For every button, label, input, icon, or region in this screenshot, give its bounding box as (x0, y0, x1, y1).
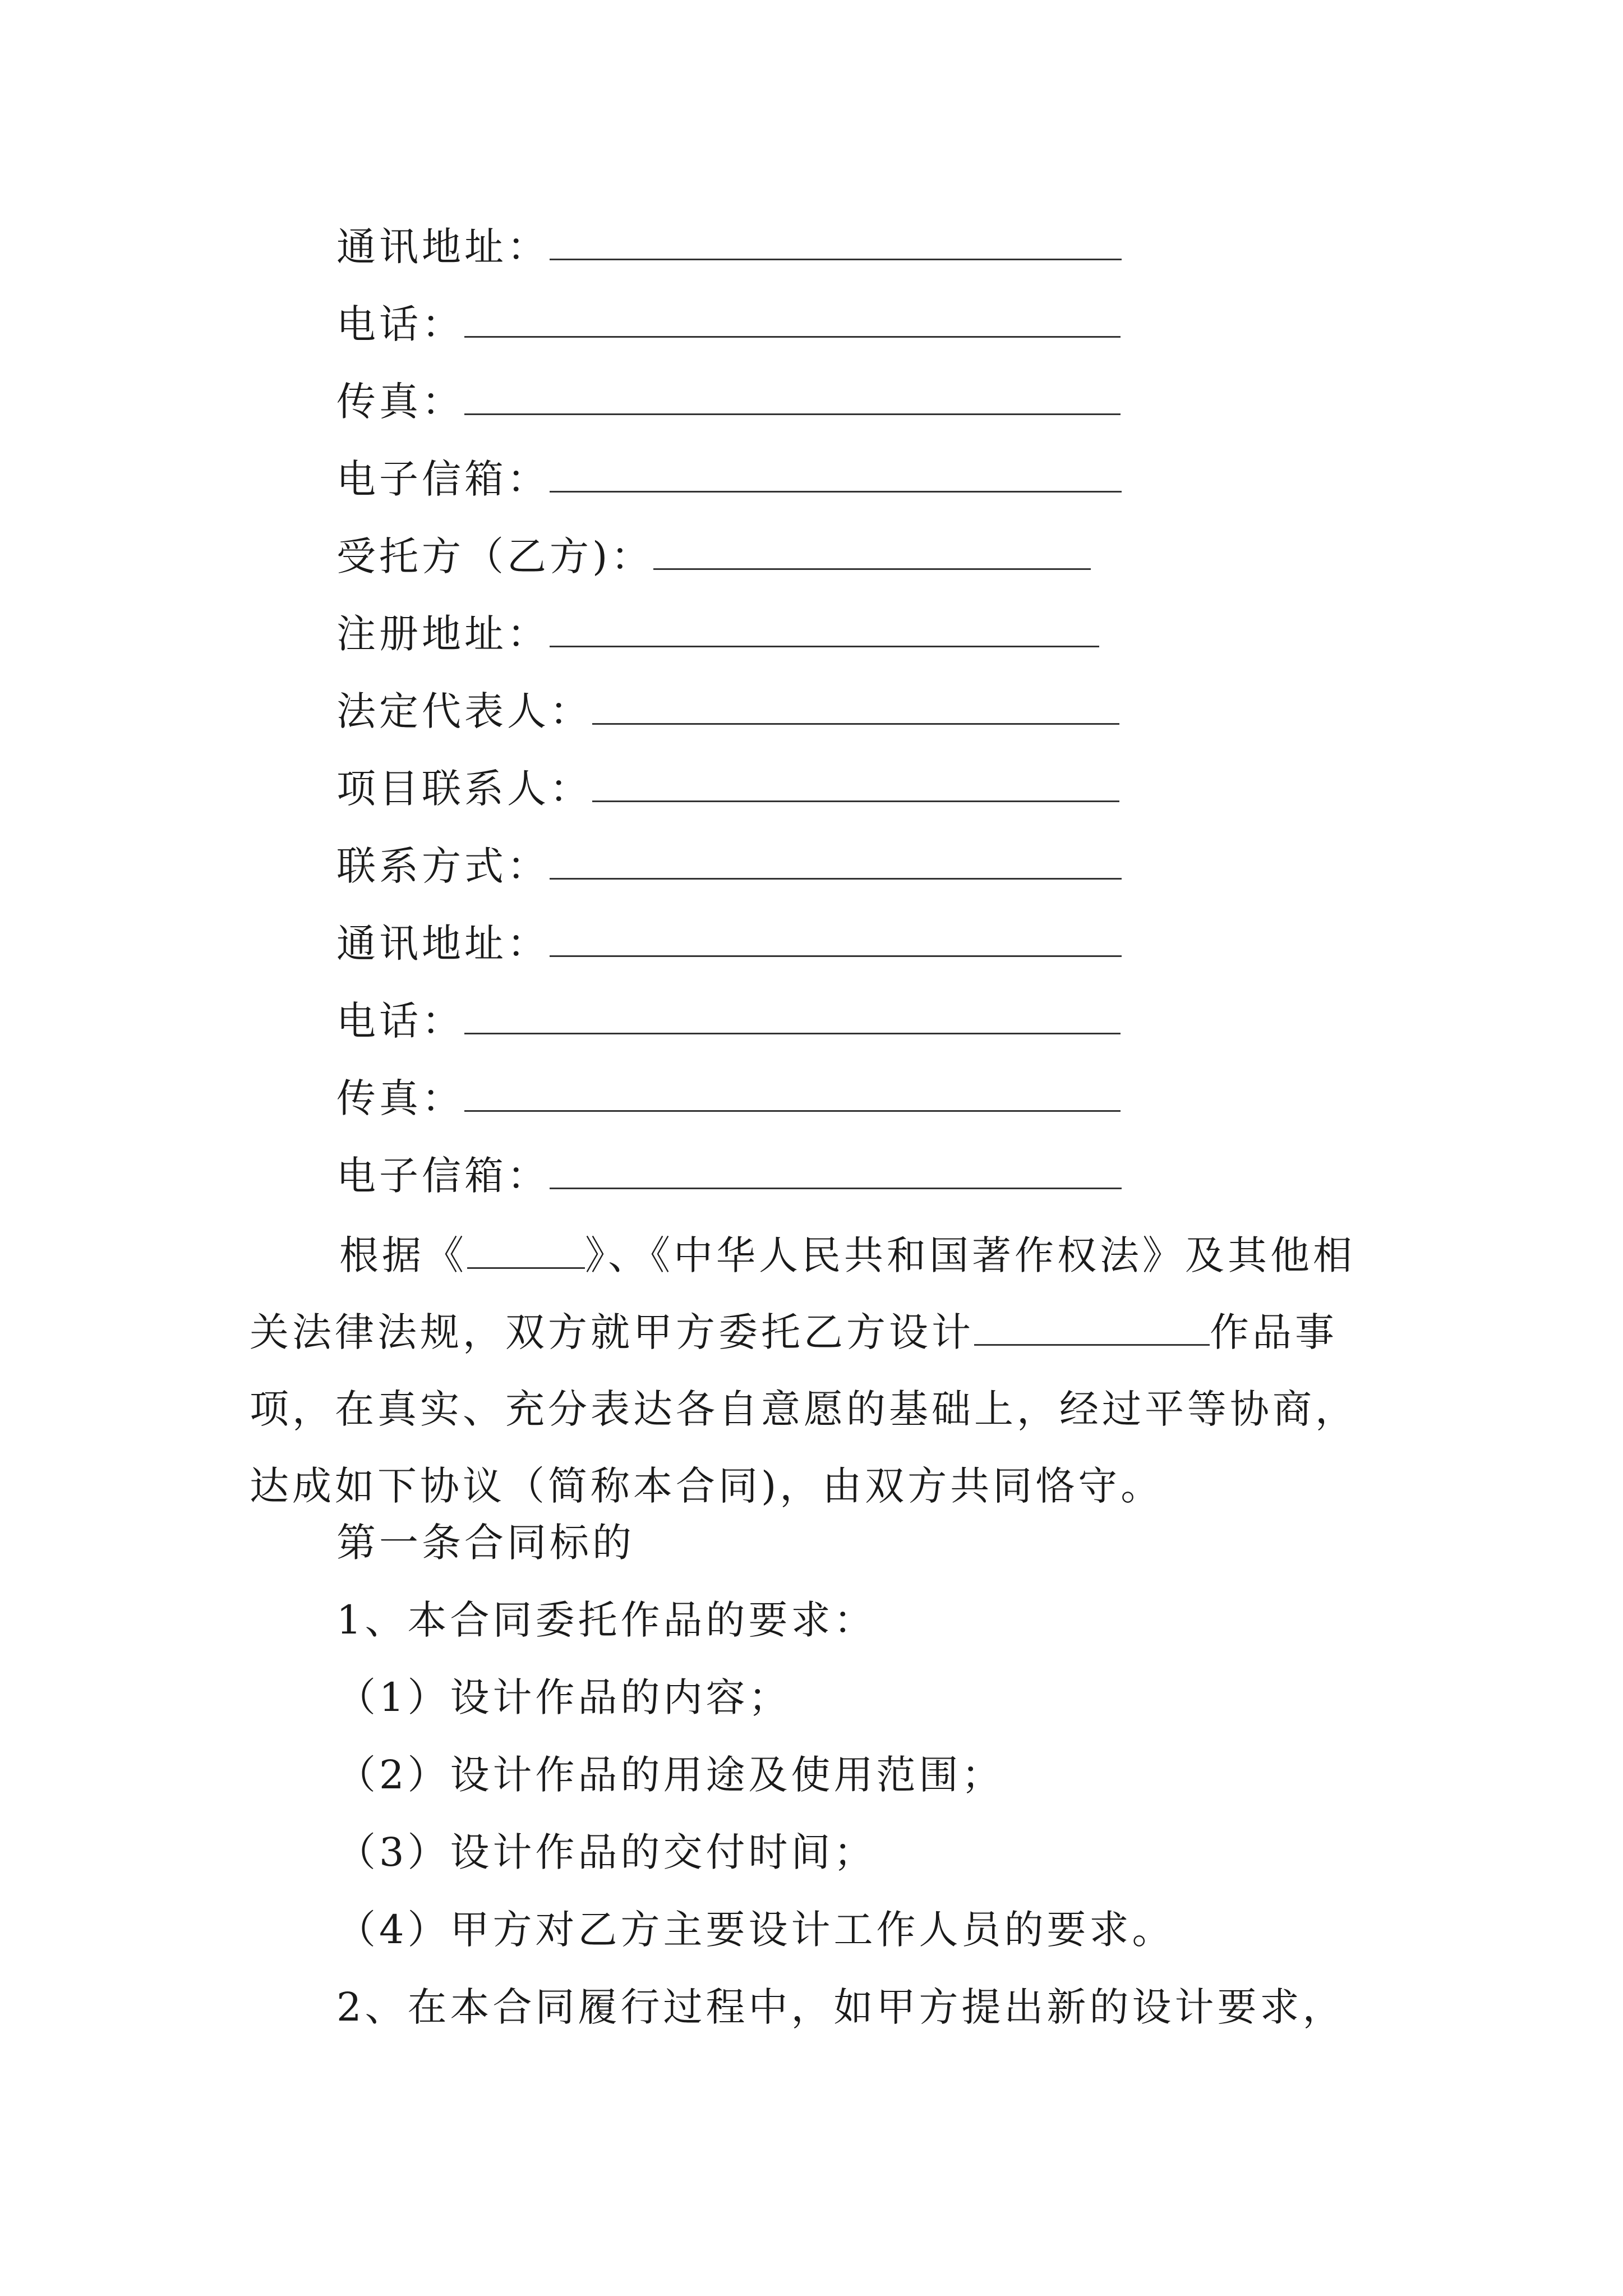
field-label: 电子信箱： (336, 1153, 550, 1199)
article-1-sub-1: （1）设计作品的内容； (336, 1674, 791, 1720)
field-label: 受托方（乙方)： (336, 533, 654, 579)
field-label: 法定代表人： (336, 688, 592, 734)
field-blank[interactable] (592, 767, 1119, 802)
preamble-part2: 》、《中华人民共和国著作权法》及其他相关法律法规，双方就甲方委托乙方设计 (250, 1232, 1355, 1355)
field-legal-representative (336, 684, 1119, 738)
field-email-2 (336, 1149, 1122, 1203)
field-label: 传真： (336, 379, 464, 425)
field-label: 通讯地址： (336, 224, 550, 270)
field-label: 电话： (336, 998, 464, 1044)
field-registered-address (336, 607, 1099, 661)
field-blank[interactable] (550, 1154, 1122, 1189)
field-label: 项目联系人： (336, 766, 592, 812)
article-1-sub-4: （4）甲方对乙方主要设计工作人员的要求。 (336, 1907, 1175, 1953)
field-blank[interactable] (464, 999, 1121, 1034)
article-1-sub-3: （3）设计作品的交付时间； (336, 1829, 877, 1875)
field-blank[interactable] (550, 225, 1122, 260)
preamble-part3: 作品事项，在真实、充分表达各自意愿的基础上，经过平等协商，达成如下协议（简称本合同)，由双方共同恪守。 (250, 1309, 1358, 1509)
field-email-1 (336, 452, 1122, 506)
field-phone-1 (336, 297, 1121, 351)
field-label: 注册地址： (336, 611, 550, 657)
field-blank[interactable] (464, 1076, 1121, 1112)
field-blank[interactable] (464, 302, 1121, 338)
field-fax-1 (336, 375, 1121, 429)
field-blank[interactable] (550, 612, 1099, 647)
field-blank[interactable] (550, 922, 1122, 957)
field-label: 电子信箱： (336, 456, 550, 502)
field-label: 通讯地址： (336, 921, 550, 967)
article-1-title: 第一条合同标的 (336, 1520, 635, 1566)
field-project-contact (336, 762, 1119, 816)
field-blank[interactable] (464, 380, 1121, 415)
article-1-sub-2: （2）设计作品的用途及使用范围； (336, 1752, 1004, 1798)
preamble-part1: 根据《 (339, 1232, 467, 1278)
field-party-b (336, 530, 1091, 583)
field-label: 电话： (336, 301, 464, 347)
field-blank[interactable] (550, 457, 1122, 493)
law-name-blank[interactable] (467, 1234, 585, 1269)
field-fax-2 (336, 1071, 1121, 1125)
field-blank[interactable] (592, 689, 1119, 725)
field-contact-address-1 (336, 220, 1122, 274)
field-blank[interactable] (550, 844, 1122, 880)
field-contact-method (336, 839, 1122, 893)
work-name-blank[interactable] (974, 1310, 1210, 1346)
article-1-item-2: 2、在本合同履行过程中，如甲方提出新的设计要求， (336, 1984, 1345, 2030)
field-contact-address-2 (336, 917, 1122, 970)
field-phone-2 (336, 994, 1121, 1048)
field-label: 联系方式： (336, 843, 550, 889)
article-1-item-1: 1、本合同委托作品的要求： (336, 1597, 877, 1643)
field-label: 传真： (336, 1075, 464, 1121)
field-blank[interactable] (653, 535, 1091, 570)
preamble-paragraph (250, 1217, 1388, 1525)
